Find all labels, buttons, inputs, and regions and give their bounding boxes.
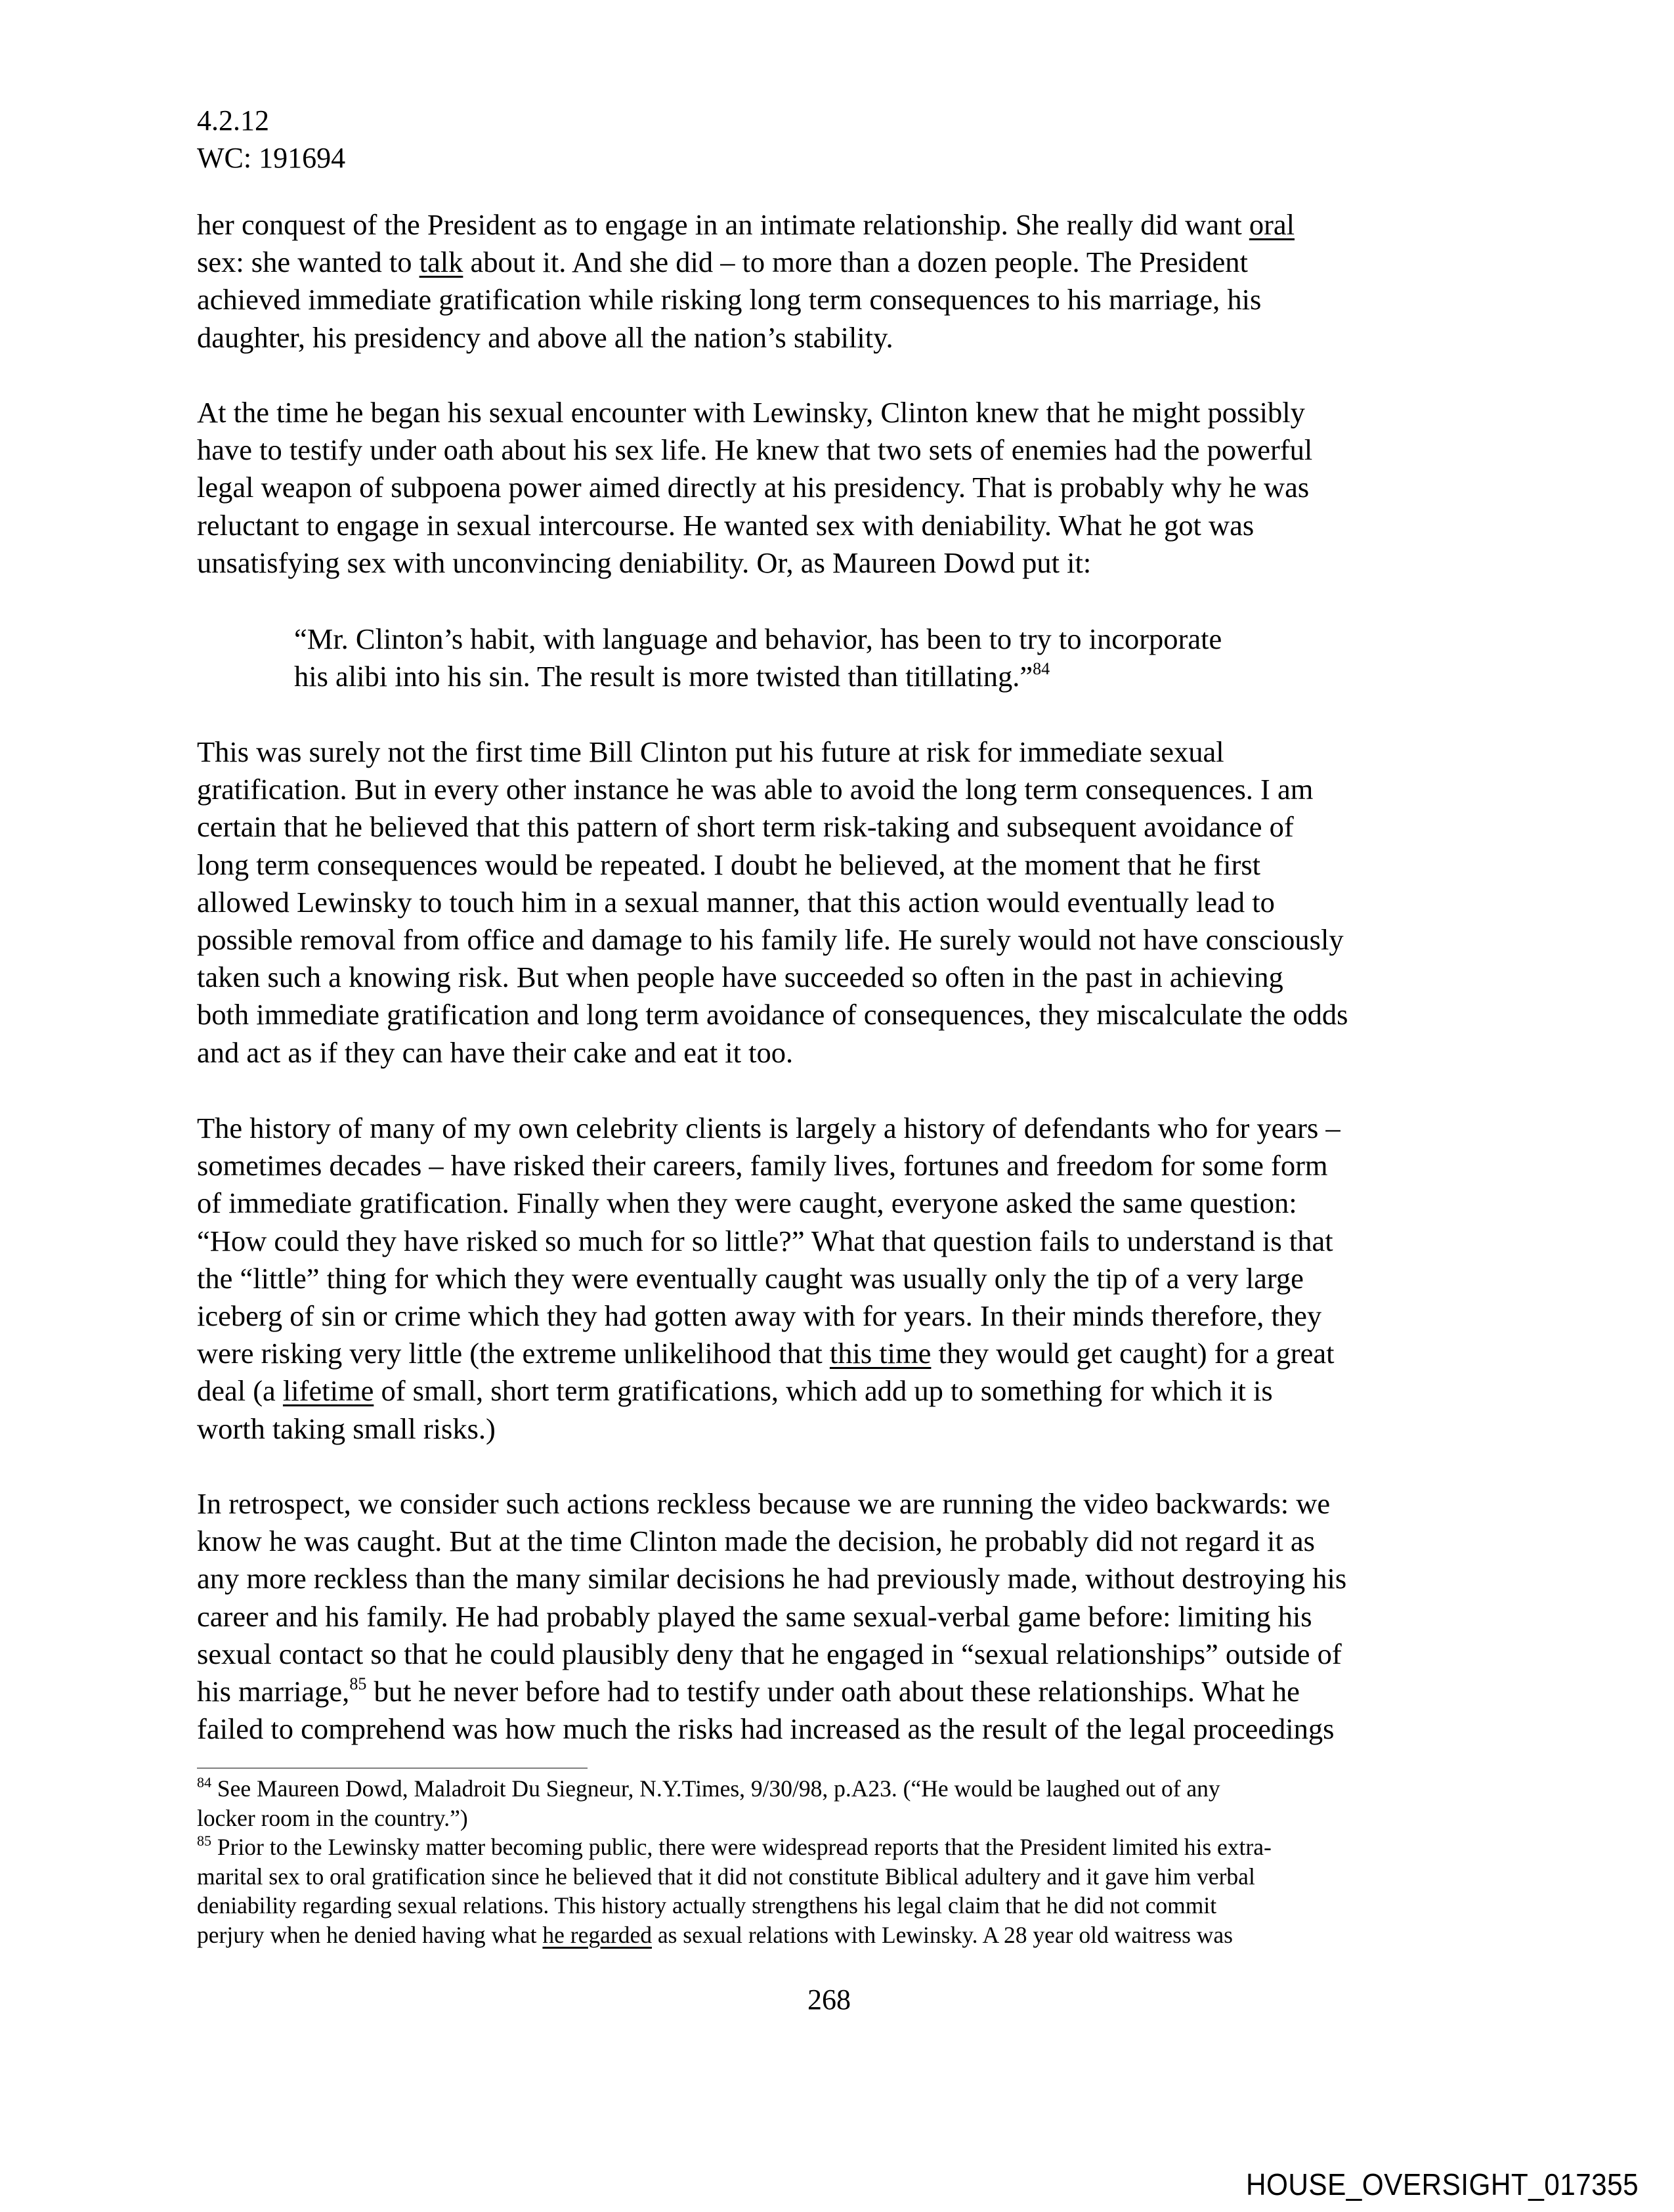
page-number: 268 [807,1984,851,2016]
bates-stamp: HOUSE_OVERSIGHT_017355 [1245,2167,1639,2201]
paragraph-line: any more reckless than the many similar decisions he had previously made, without destroying his [197,1562,1347,1595]
paragraph-line: deal (a lifetime of small, short term gratifications, which add up to something for which it is [197,1374,1273,1408]
header-word-count: WC: 191694 [197,142,346,174]
paragraph-line: failed to comprehend was how much the risks had increased as the result of the legal proceedings [197,1712,1335,1746]
paragraph-line: sex: she wanted to talk about it. And she did – to more than a dozen people. The President [197,246,1248,279]
document-header [197,102,345,177]
paragraph [197,1110,1484,1448]
paragraph-line: iceberg of sin or crime which they had gotten away with for years. In their minds therefore, they [197,1299,1322,1332]
header-date: 4.2.12 [197,104,269,137]
paragraph-line: allowed Lewinsky to touch him in a sexual manner, that this action would eventually lead to [197,885,1275,919]
paragraph [197,733,1484,1072]
paragraph-line: sometimes decades – have risked their careers, family lives, fortunes and freedom for some form [197,1149,1328,1182]
paragraph-line: In retrospect, we consider such actions reckless because we are running the video backwards: we [197,1487,1331,1520]
footnote-line: $^{85}$ Prior to the Lewinsky matter becoming public, there were widespread reports that the President limited his extra- [197,1832,1272,1860]
quote-line: “Mr. Clinton’s habit, with language and behavior, has been to try to incorporate [294,622,1222,655]
footnote-85 [197,1832,1272,1949]
block-quote [294,620,1222,695]
paragraph-line: of immediate gratification. Finally when they were caught, everyone asked the same question: [197,1186,1297,1220]
paragraph-line: legal weapon of subpoena power aimed directly at his presidency. That is probably why he was [197,471,1310,504]
underlined-emphasis: this time [829,1337,932,1370]
paragraph-line: long term consequences would be repeated. I doubt he believed, at the moment that he first [197,848,1261,881]
footnote-line: deniability regarding sexual relations. This history actually strengthens his legal claim that he did not commit [197,1892,1217,1919]
paragraph-line: the “little” thing for which they were eventually caught was usually only the tip of a very large [197,1261,1304,1295]
footnote-84 [197,1774,1272,1832]
paragraph-line: gratification. But in every other instance he was able to avoid the long term consequences. I am [197,773,1314,806]
underlined-emphasis: oral [1249,208,1295,241]
paragraph-line: certain that he believed that this pattern of short term risk-taking and subsequent avoidance of [197,810,1294,844]
footnote-separator [197,1767,588,1769]
paragraph-line: career and his family. He had probably played the same sexual-verbal game before: limiting his [197,1599,1312,1633]
footnote-line: $^{84}$ See Maureen Dowd, Maladroit Du Siegneur, N.Y.Times, 9/30/98, p.A23. (“He would be laughed out of any [197,1774,1220,1802]
paragraph-line: both immediate gratification and long term avoidance of consequences, they miscalculate the odds [197,998,1348,1031]
underlined-emphasis: lifetime [282,1374,374,1408]
paragraph-line: unsatisfying sex with unconvincing deniability. Or, as Maureen Dowd put it: [197,546,1092,579]
underlined-emphasis: talk [419,246,463,279]
underlined-emphasis: he regarded [542,1921,652,1948]
paragraph-line: “How could they have risked so much for so little?” What that question fails to understand is that [197,1224,1333,1257]
paragraph-line: daughter, his presidency and above all the nation’s stability. [197,320,893,354]
paragraph [197,1485,1484,1748]
footnote-reference: 85 [197,1832,211,1849]
paragraph-line: were risking very little (the extreme unlikelihood that this time they would get caught) for a great [197,1337,1335,1370]
paragraph-line: have to testify under oath about his sex life. He knew that two sets of enemies had the powerful [197,433,1313,467]
paragraph-line: achieved immediate gratification while risking long term consequences to his marriage, his [197,283,1262,316]
footnote-reference: 84 [1033,659,1050,679]
paragraph-line: her conquest of the President as to engage in an intimate relationship. She really did want oral [197,208,1295,241]
paragraph-line: worth taking small risks.) [197,1412,496,1445]
footnote-line: locker room in the country.”) [197,1804,468,1831]
paragraph-line: know he was caught. But at the time Clinton made the decision, he probably did not regard it as [197,1525,1315,1558]
paragraph-line: reluctant to engage in sexual intercourse. He wanted sex with deniability. What he got was [197,508,1255,542]
paragraph [197,206,1484,357]
paragraph-line: The history of many of my own celebrity clients is largely a history of defendants who for years – [197,1112,1341,1144]
paragraph-line: At the time he began his sexual encounter with Lewinsky, Clinton knew that he might possibly [197,396,1305,429]
paragraph-line: his marriage,$^{85}$ but he never before had to testify under oath about these relationships. What he [197,1674,1300,1708]
footnote-line: marital sex to oral gratification since he believed that it did not constitute Biblical adultery and it gave him verbal [197,1863,1255,1890]
paragraph-line: taken such a knowing risk. But when people have succeeded so often in the past in achieving [197,961,1283,994]
paragraph-line: This was surely not the first time Bill Clinton put his future at risk for immediate sexual [197,735,1224,768]
footnote-line: perjury when he denied having what he regarded as sexual relations with Lewinsky. A 28 year old waitress was [197,1921,1233,1948]
paragraph-line: possible removal from office and damage to his family life. He surely would not have consciously [197,922,1344,956]
paragraph [197,394,1484,582]
footnote-reference: 84 [197,1774,211,1790]
footnotes [197,1774,1272,1949]
paragraph-line: and act as if they can have their cake and eat it too. [197,1035,794,1069]
footnote-reference: 85 [349,1674,367,1693]
quote-line: his alibi into his sin. The result is more twisted than titillating.”$^{84}$ [294,659,1050,693]
paragraph-line: sexual contact so that he could plausibly deny that he engaged in “sexual relationships” outside of [197,1637,1342,1670]
